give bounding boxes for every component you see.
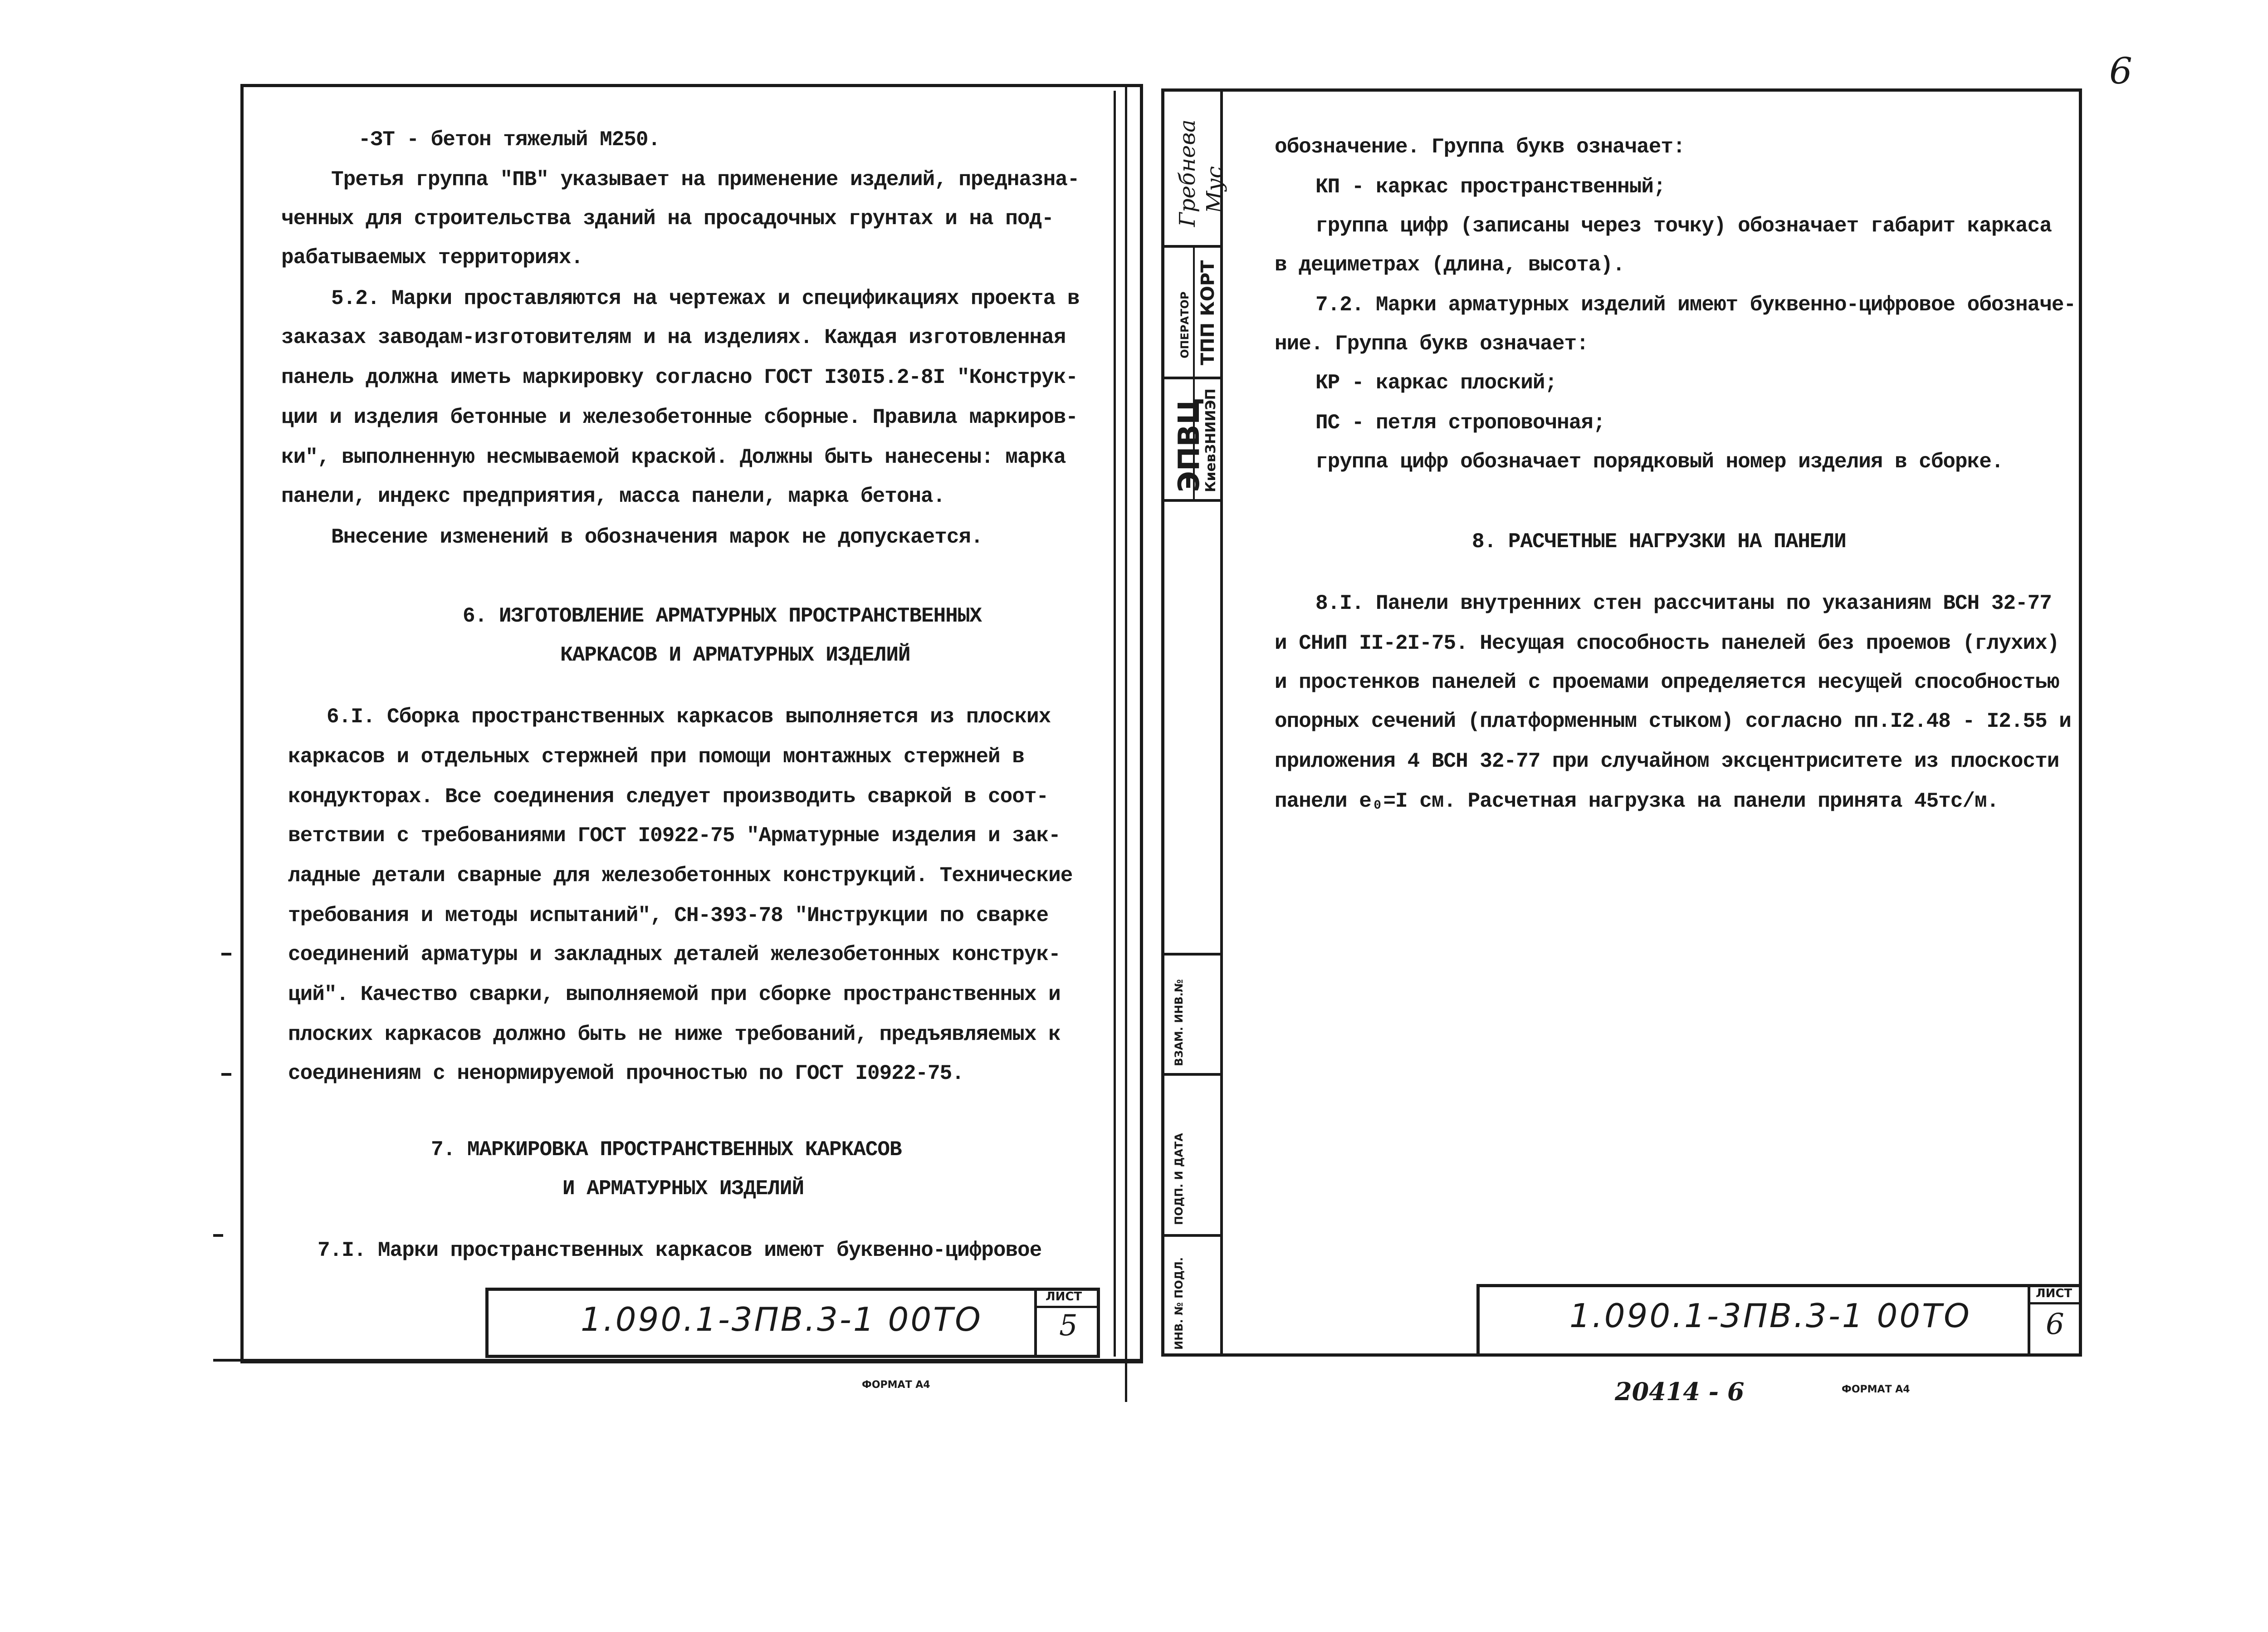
right-line: 7.2. Марки арматурных изделий имеют буквенно-цифровое обозначе- — [1315, 293, 2076, 317]
left-title-block-divider — [1034, 1288, 1037, 1358]
right-title-block-divider — [2028, 1284, 2030, 1357]
section-6-line: ций". Качество сварки, выполняемой при сборке пространственных и — [288, 983, 1061, 1006]
strip-divider — [1161, 499, 1222, 502]
section-8-line: и простенков панелей с проемами определяется несущей способностью — [1275, 671, 2059, 694]
right-sheet-number: 6 — [2046, 1308, 2064, 1341]
section-6-line: требования и методы испытаний", СН-393-78 "Инструкции по сварке — [288, 904, 1049, 927]
left-sheet-number: 5 — [1059, 1309, 1078, 1343]
section-6-title: 6. ИЗГОТОВЛЕНИЕ АРМАТУРНЫХ ПРОСТРАНСТВЕННЫХ — [463, 604, 982, 628]
left-format-label: ФОРМАТ А4 — [862, 1379, 930, 1391]
right-strip-separator — [1220, 91, 1223, 1357]
institute-label: КиевЗНИИЭП — [1203, 388, 1219, 492]
section-6-line: кондукторах. Все соединения следует производить сваркой в соот- — [288, 785, 1049, 809]
right-line: ние. Группа букв означает: — [1275, 332, 1589, 356]
archive-number: 20414 - 6 — [1615, 1377, 1745, 1406]
left-sheet-label: ЛИСТ — [1046, 1290, 1082, 1304]
inv-podl-label: ИНВ. № ПОДЛ. — [1173, 1257, 1185, 1350]
left-line: панель должна иметь маркировку согласно ГОСТ I30I5.2-8I "Конструк- — [281, 366, 1078, 389]
section-8-line: приложения 4 ВСН 32-77 при случайном эксцентриситете из плоскости — [1275, 750, 2059, 773]
strip-divider — [1161, 1073, 1222, 1076]
left-line: ции и изделия бетонные и железобетонные сборные. Правила маркиров- — [281, 406, 1078, 429]
margin-tick — [221, 953, 231, 956]
section-7-line: 7.I. Марки пространственных каркасов имеют буквенно-цифровое — [318, 1239, 1042, 1262]
section-8-line: и СНиП II-2I-75. Несущая способность панелей без проемов (глухих) — [1275, 632, 2059, 655]
section-6-line: ладные детали сварные для железобетонных конструкций. Технические — [288, 864, 1073, 887]
tpp-kort-label: ТПП КОРТ — [1198, 260, 1218, 365]
corner-page-number: 6 — [2109, 50, 2132, 92]
left-frame-bottom-ext — [213, 1359, 1143, 1362]
section-8-line: 8.I. Панели внутренних стен рассчитаны по указаниям ВСН 32-77 — [1315, 592, 2052, 615]
signature-grebneva: Гребнева — [1175, 119, 1200, 227]
right-document-code: 1.090.1-3ПВ.3-1 00ТО — [1569, 1297, 1971, 1335]
strip-divider — [1161, 377, 1222, 379]
left-line: ченных для строительства зданий на просадочных грунтах и на под- — [281, 207, 1054, 230]
epvc-label: ЭПВЦ — [1173, 397, 1206, 492]
section-6-line: каркасов и отдельных стержней при помощи монтажных стержней в — [288, 745, 1024, 769]
section-6-line: соединений арматуры и закладных деталей железобетонных конструк- — [288, 943, 1061, 966]
section-6-line: ветствии с требованиями ГОСТ I0922-75 "Арматурные изделия и зак- — [288, 824, 1061, 848]
right-line: ПС - петля строповочная; — [1315, 411, 1605, 435]
left-line: Третья группа "ПВ" указывает на применение изделий, предназна- — [331, 168, 1080, 191]
left-line: 5.2. Марки проставляются на чертежах и спецификациях проекта в — [331, 287, 1080, 310]
right-title-block-sheet-sep — [2028, 1302, 2082, 1304]
right-line: КП - каркас пространственный; — [1315, 175, 1666, 199]
right-line: группа цифр обозначает порядковый номер изделия в сборке. — [1315, 450, 2004, 474]
left-line: рабатываемых территориях. — [281, 246, 583, 270]
margin-tick — [221, 1073, 231, 1076]
left-title-block-sheet-sep — [1034, 1306, 1100, 1308]
left-frame-inner-right — [1114, 91, 1116, 1357]
right-format-label: ФОРМАТ А4 — [1842, 1384, 1910, 1395]
right-line: группа цифр (записаны через точку) обозначает габарит каркаса — [1315, 214, 2052, 238]
strip-divider — [1161, 1234, 1222, 1237]
section-6-line: плоских каркасов должно быть не ниже требований, предъявляемых к — [288, 1023, 1061, 1046]
strip-divider — [1161, 953, 1222, 956]
section-6-line: 6.I. Сборка пространственных каркасов выполняется из плоских — [327, 705, 1051, 729]
right-line: в дециметрах (длина, высота). — [1275, 253, 1625, 277]
left-line: заказах заводам-изготовителям и на изделиях. Каждая изготовленная — [281, 326, 1066, 349]
left-line: панели, индекс предприятия, масса панели, марка бетона. — [281, 485, 945, 508]
section-7-title-cont: И АРМАТУРНЫХ ИЗДЕЛИЙ — [562, 1177, 804, 1201]
signature-mus: Мус — [1202, 166, 1227, 213]
left-line: Внесение изменений в обозначения марок не допускается. — [331, 525, 983, 549]
section-6-title-cont: КАРКАСОВ И АРМАТУРНЫХ ИЗДЕЛИЙ — [560, 643, 910, 667]
right-line: КР - каркас плоский; — [1315, 371, 1557, 395]
right-sheet-label: ЛИСТ — [2036, 1287, 2072, 1300]
section-6-line: соединениям с ненормируемой прочностью по ГОСТ I0922-75. — [288, 1062, 964, 1085]
right-line: обозначение. Группа букв означает: — [1275, 135, 1685, 159]
inv-vzam-label: ВЗАМ. ИНВ.№ — [1173, 979, 1185, 1066]
section-7-title: 7. МАРКИРОВКА ПРОСТРАНСТВЕННЫХ КАРКАСОВ — [431, 1138, 902, 1162]
left-line: ки", выполненную несмываемой краской. Должны быть нанесены: марка — [281, 446, 1066, 469]
section-8-line: панели e₀=I см. Расчетная нагрузка на панели принята 45тс/м. — [1275, 789, 1999, 813]
strip-divider — [1161, 245, 1222, 248]
section-8-title: 8. РАСЧЕТНЫЕ НАГРУЗКИ НА ПАНЕЛИ — [1472, 530, 1846, 554]
section-8-line: опорных сечений (платформенным стыком) согласно пп.I2.48 - I2.55 и — [1275, 710, 2071, 733]
podp-data-label: ПОДП. И ДАТА — [1173, 1133, 1185, 1225]
left-line: -ЗТ - бетон тяжелый М250. — [358, 128, 660, 152]
margin-tick — [213, 1234, 223, 1237]
operator-label: ОПЕРАТОР — [1178, 291, 1191, 358]
left-document-code: 1.090.1-3ПВ.3-1 00ТО — [581, 1300, 982, 1338]
